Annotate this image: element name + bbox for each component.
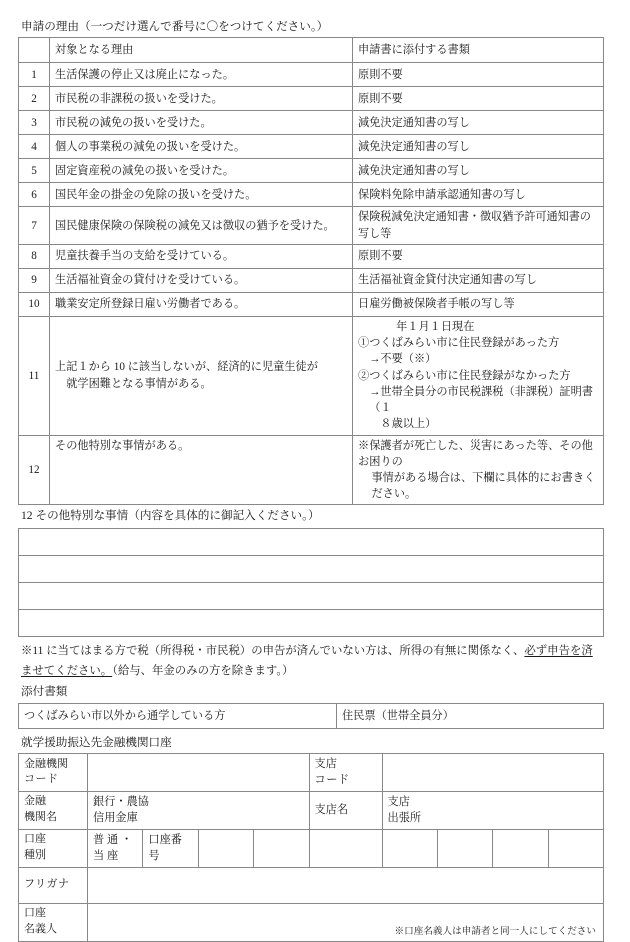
required-document: 原則不要 [353, 63, 604, 87]
required-document: 減免決定通知書の写し [353, 135, 604, 159]
table-row[interactable] [19, 183, 604, 207]
free-text-line[interactable] [19, 555, 604, 582]
reason-number: 4 [19, 135, 50, 159]
account-number-digit-7[interactable] [548, 829, 603, 867]
reason-text: 市民税の減免の扱いを受けた。 [50, 111, 353, 135]
free-text-heading: 12 その他特別な事情（内容を具体的に御記入ください。） [21, 509, 320, 523]
required-document: 原則不要 [353, 87, 604, 111]
bank-name-label-line2: 機関名 [24, 811, 57, 824]
note-line-2: 事情がある場合は、下欄に具体的にお書きください。 [371, 471, 596, 501]
furigana-label: フリガナ [19, 867, 88, 903]
table-row[interactable] [19, 111, 604, 135]
free-text-cell[interactable] [19, 609, 604, 636]
reason-number: 2 [19, 87, 50, 111]
bank-kind-line1: 銀行・農協 [93, 795, 149, 808]
branch-code-input[interactable] [382, 754, 604, 791]
required-document: 減免決定通知書の写し [353, 111, 604, 135]
required-document: 日雇労働被保険者手帳の写し等 [353, 292, 604, 316]
reason-number: 7 [19, 207, 50, 244]
branch-code-label [309, 754, 382, 791]
reason-section-heading: 申請の理由（一つだけ選んで番号に〇をつけてください。） [21, 20, 329, 33]
account-number-digit-5[interactable] [437, 829, 492, 867]
furigana-input[interactable] [88, 867, 604, 903]
attachment-table [18, 703, 604, 729]
header-reason: 対象となる理由 [50, 38, 353, 63]
account-type-row [19, 829, 604, 867]
reason-text-line1: 上記１から 10 に該当しないが、経済的に児童生徒が [55, 361, 318, 374]
reason-number: 1 [19, 63, 50, 87]
bank-code-row [19, 754, 604, 791]
table-row[interactable] [19, 159, 604, 183]
table-row[interactable] [19, 87, 604, 111]
bank-name-row [19, 791, 604, 829]
account-number-digit-1[interactable] [198, 829, 253, 867]
reason-text [50, 316, 353, 435]
tax-declaration-note [18, 641, 604, 682]
reason-text: 固定資産税の減免の扱いを受けた。 [50, 159, 353, 183]
reason-number: 8 [19, 244, 50, 268]
reason-number: 11 [19, 316, 50, 435]
table-row[interactable] [19, 244, 604, 268]
tax-note-underlined2: ませてください。 [21, 665, 113, 678]
reason-number: 5 [19, 159, 50, 183]
table-row-11[interactable] [19, 316, 604, 435]
doc-line-6: ８歳以上） [380, 418, 437, 431]
reason-text: 児童扶養手当の支給を受けている。 [50, 244, 353, 268]
account-number-digit-2[interactable] [254, 829, 309, 867]
account-holder-label-line2: 名義人 [24, 923, 57, 936]
branch-code-label-line2: コード [314, 774, 350, 787]
table-row[interactable] [19, 292, 604, 316]
reason-number: 6 [19, 183, 50, 207]
table-row-12[interactable] [19, 435, 604, 505]
tax-note-underlined1: 必ず申告を済 [524, 644, 593, 657]
required-document [353, 435, 604, 505]
account-holder-row [19, 903, 604, 941]
reason-text: その他特別な事情がある。 [50, 435, 353, 505]
account-number-label: 口座番号 [143, 829, 198, 867]
doc-line-3: →不要（※） [369, 353, 437, 366]
reason-text: 職業安定所登録日雇い労働者である。 [50, 292, 353, 316]
branch-name-label: 支店名 [309, 791, 382, 829]
reason-text: 国民健康保険の保険税の減免又は徴収の猶予を受けた。 [50, 207, 353, 244]
doc-line-2: ①つくばみらい市に住民登録があった方 [358, 337, 560, 350]
header-doc: 申請書に添付する書類 [353, 38, 604, 63]
bank-code-input[interactable] [88, 754, 310, 791]
reason-text: 生活福祉資金の貸付けを受けている。 [50, 268, 353, 292]
free-text-box[interactable] [18, 528, 604, 637]
header-num [19, 38, 50, 63]
account-holder-label-line1: 口座 [24, 907, 46, 920]
free-text-line[interactable] [19, 582, 604, 609]
reason-text: 生活保護の停止又は廃止になった。 [50, 63, 353, 87]
table-row[interactable] [19, 63, 604, 87]
table-row[interactable] [19, 207, 604, 244]
account-number-digit-6[interactable] [493, 829, 548, 867]
free-text-line[interactable] [19, 609, 604, 636]
doc-line-1: 年１月１日現在 [396, 320, 475, 333]
reason-text: 個人の事業税の減免の扱いを受けた。 [50, 135, 353, 159]
doc-line-5: →世帯全員分の市民税課税（非課税）証明書（１ [369, 385, 593, 415]
free-text-cell[interactable] [19, 582, 604, 609]
reason-number: 10 [19, 292, 50, 316]
account-number-digit-3[interactable] [309, 829, 382, 867]
bank-code-label [19, 754, 88, 791]
required-document: 減免決定通知書の写し [353, 159, 604, 183]
bank-account-table [18, 753, 604, 941]
reason-table [18, 37, 604, 505]
bank-name-input[interactable] [88, 791, 310, 829]
bank-code-label-line2: コード [24, 773, 59, 786]
reason-number: 12 [19, 435, 50, 505]
required-document: 保険料免除申請承認通知書の写し [353, 183, 604, 207]
reason-text: 国民年金の掛金の免除の扱いを受けた。 [50, 183, 353, 207]
required-document: 保険税減免決定通知書・徴収猶予許可通知書の写し等 [353, 207, 604, 244]
bank-kind-line2: 信用金庫 [93, 812, 138, 825]
table-row[interactable] [19, 268, 604, 292]
table-row[interactable] [19, 135, 604, 159]
required-document: 生活福祉資金貸付決定通知書の写し [353, 268, 604, 292]
free-text-cell[interactable] [19, 555, 604, 582]
account-holder-label [19, 903, 88, 941]
required-document [353, 316, 604, 435]
note-line-1: ※保護者が死亡した、災害にあった等、その他お困りの [358, 439, 593, 468]
bank-section-heading: 就学援助振込先金融機関口座 [21, 735, 172, 749]
account-holder-input[interactable] [88, 903, 604, 941]
attachment-heading: 添付書類 [21, 685, 68, 699]
bank-name-label-line1: 金融 [24, 795, 46, 808]
bank-code-label-line1: 金融機関 [24, 757, 68, 770]
reason-text-line2: 就学困難となる事情がある。 [66, 377, 212, 390]
free-text-cell[interactable] [19, 528, 604, 555]
furigana-row [19, 867, 604, 903]
account-holder-footnote: ※口座名義人は申請者と同一人にしてください [394, 925, 596, 937]
required-document: 原則不要 [353, 244, 604, 268]
reason-number: 3 [19, 111, 50, 135]
branch-kind-line2: 出張所 [387, 812, 422, 825]
attachment-condition: つくばみらい市以外から通学している方 [19, 703, 337, 728]
free-text-line[interactable] [19, 528, 604, 555]
table-header-row [19, 38, 604, 63]
account-number-digit-4[interactable] [382, 829, 437, 867]
account-type-options[interactable]: 普 通 ・ 当 座 [88, 829, 143, 867]
bank-name-label [19, 791, 88, 829]
account-type-label-line1: 口座 [24, 833, 46, 846]
branch-kind-line1: 支店 [387, 795, 410, 808]
account-type-label [19, 829, 88, 867]
account-type-label-line2: 種別 [24, 849, 46, 862]
reason-number: 9 [19, 268, 50, 292]
doc-line-4: ②つくばみらい市に住民登録がなかった方 [358, 369, 571, 382]
branch-name-input[interactable] [382, 791, 604, 829]
branch-code-label-line1: 支店 [314, 758, 337, 771]
attachment-document: 住民票（世帯全員分） [337, 703, 604, 728]
reason-text: 市民税の非課税の扱いを受けた。 [50, 87, 353, 111]
tax-note-part2: （給与、年金のみの方を除きます。） [112, 665, 294, 678]
table-row [19, 703, 604, 728]
tax-note-part1: ※11 に当てはまる方で税（所得税・市民税）の申告が済んでいない方は、所得の有無に関係なく、 [21, 644, 525, 657]
